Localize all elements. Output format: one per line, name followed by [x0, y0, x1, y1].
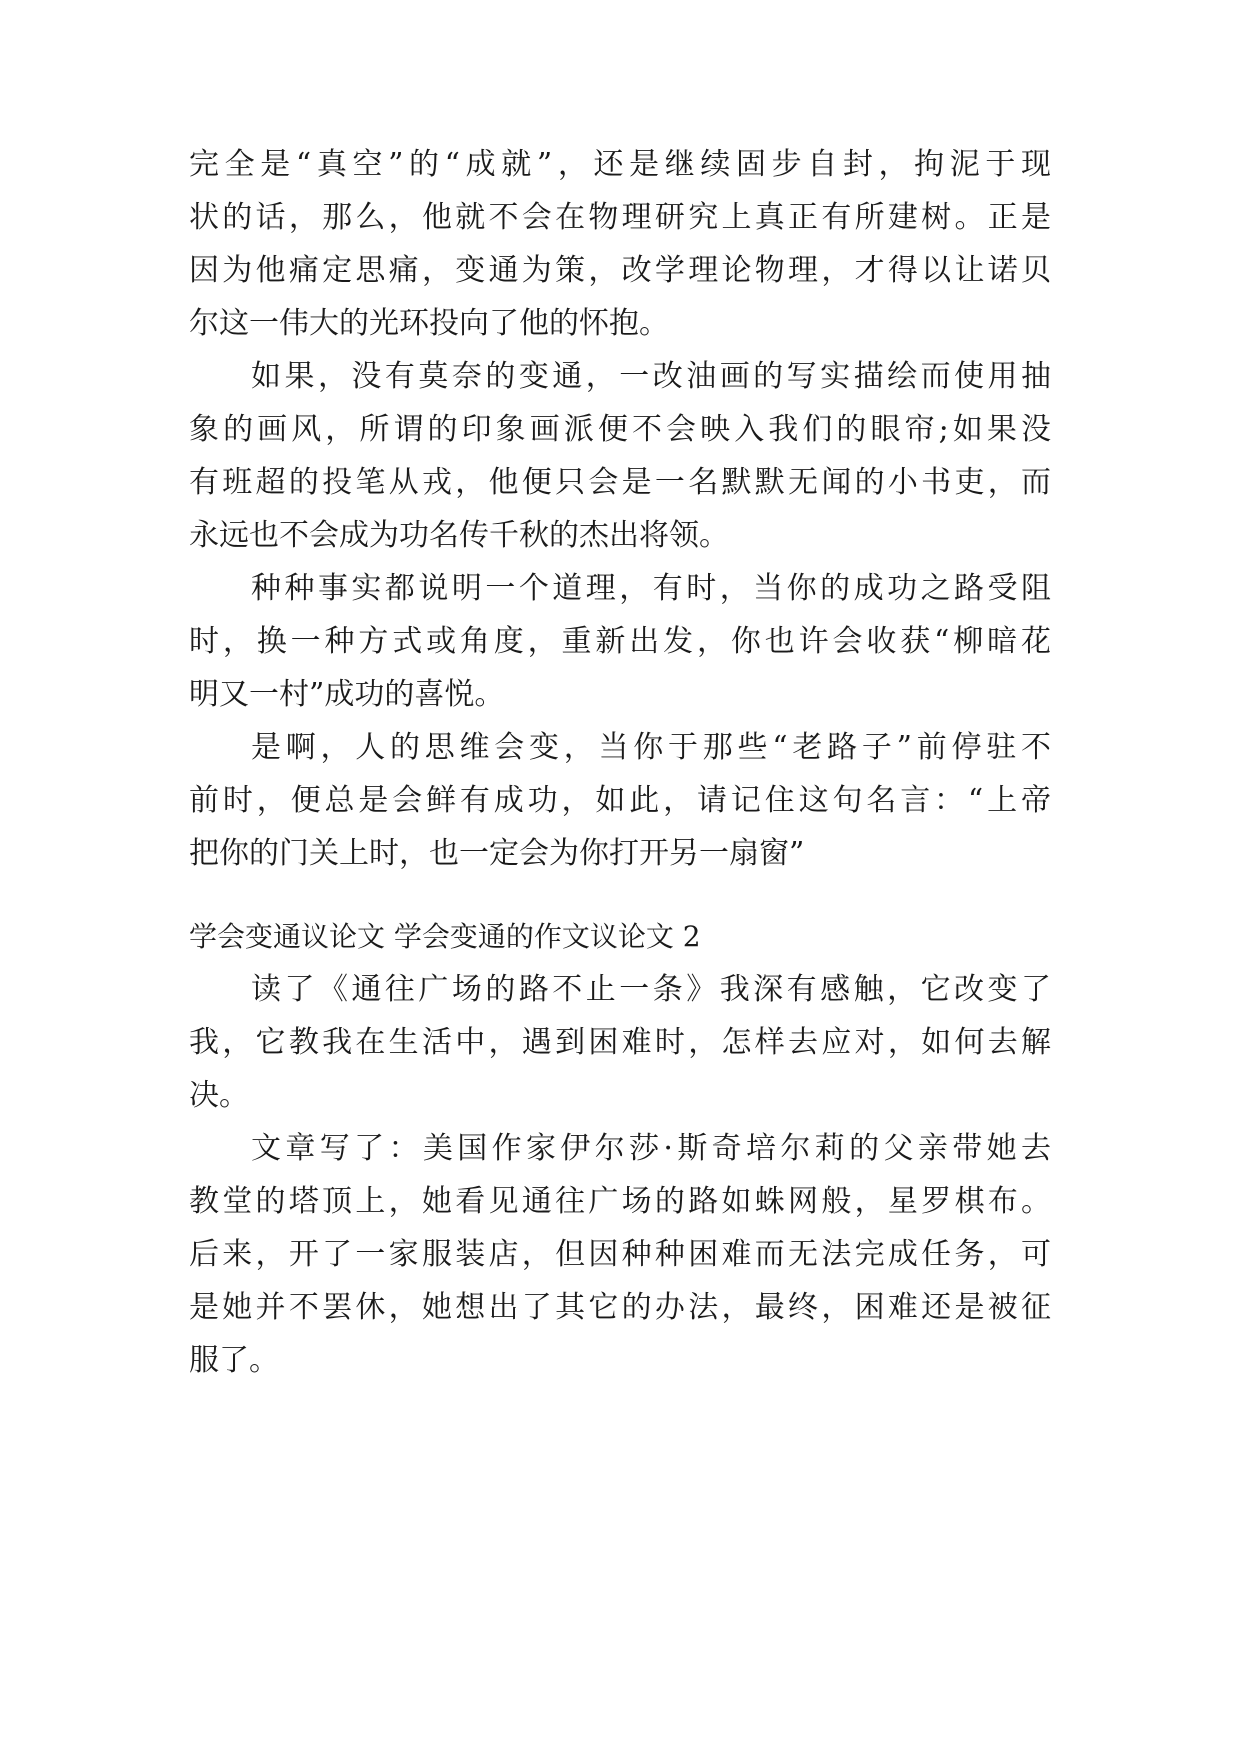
paragraph-line: 文章写了：美国作家伊尔莎·斯奇培尔莉的父亲带她去: [251, 1131, 1051, 1166]
paragraph-line: 状的话，那么，他就不会在物理研究上真正有所建树。正是: [189, 200, 1051, 235]
paragraph-line: 我，它教我在生活中，遇到困难时，怎样去应对，如何去解: [189, 1025, 1051, 1060]
paragraph-line: 把你的门关上时，也一定会为你打开另一扇窗”: [189, 836, 805, 871]
paragraph-line: 明又一村”成功的喜悦。: [189, 677, 505, 712]
paragraph-line: 种种事实都说明一个道理，有时，当你的成功之路受阻: [251, 571, 1051, 606]
paragraph-line: 是她并不罢休，她想出了其它的办法，最终，困难还是被征: [189, 1290, 1051, 1325]
paragraph-line: 后来，开了一家服装店，但因种种困难而无法完成任务，可: [189, 1237, 1051, 1272]
paragraph-line: 因为他痛定思痛，变通为策，改学理论物理，才得以让诺贝: [189, 253, 1051, 288]
paragraph-line: 永远也不会成为功名传千秋的杰出将领。: [189, 518, 729, 553]
paragraph-line: 是啊，人的思维会变，当你于那些“老路子”前停驻不: [251, 730, 1051, 765]
paragraph-line: 教堂的塔顶上，她看见通往广场的路如蛛网般，星罗棋布。: [189, 1184, 1051, 1219]
paragraph-line: 有班超的投笔从戎，他便只会是一名默默无闻的小书吏，而: [189, 465, 1051, 500]
paragraph-line: 服了。: [189, 1343, 279, 1378]
paragraph-line: 决。: [189, 1078, 249, 1113]
paragraph-line: 时，换一种方式或角度，重新出发，你也许会收获“柳暗花: [189, 624, 1051, 659]
paragraph-line: 读了《通往广场的路不止一条》我深有感触，它改变了: [251, 972, 1051, 1007]
section-heading: 学会变通议论文 学会变通的作文议论文 2: [189, 920, 701, 953]
paragraph-line: 如果，没有莫奈的变通，一改油画的写实描绘而使用抽: [251, 359, 1051, 394]
paragraph-line: 象的画风，所谓的印象画派便不会映入我们的眼帘;如果没: [189, 412, 1051, 447]
paragraph-line: 尔这一伟大的光环投向了他的怀抱。: [189, 306, 669, 341]
paragraph-line: 前时，便总是会鲜有成功，如此，请记住这句名言：“上帝: [189, 783, 1051, 818]
paragraph-line: 完全是“真空”的“成就”，还是继续固步自封，拘泥于现: [189, 147, 1051, 182]
